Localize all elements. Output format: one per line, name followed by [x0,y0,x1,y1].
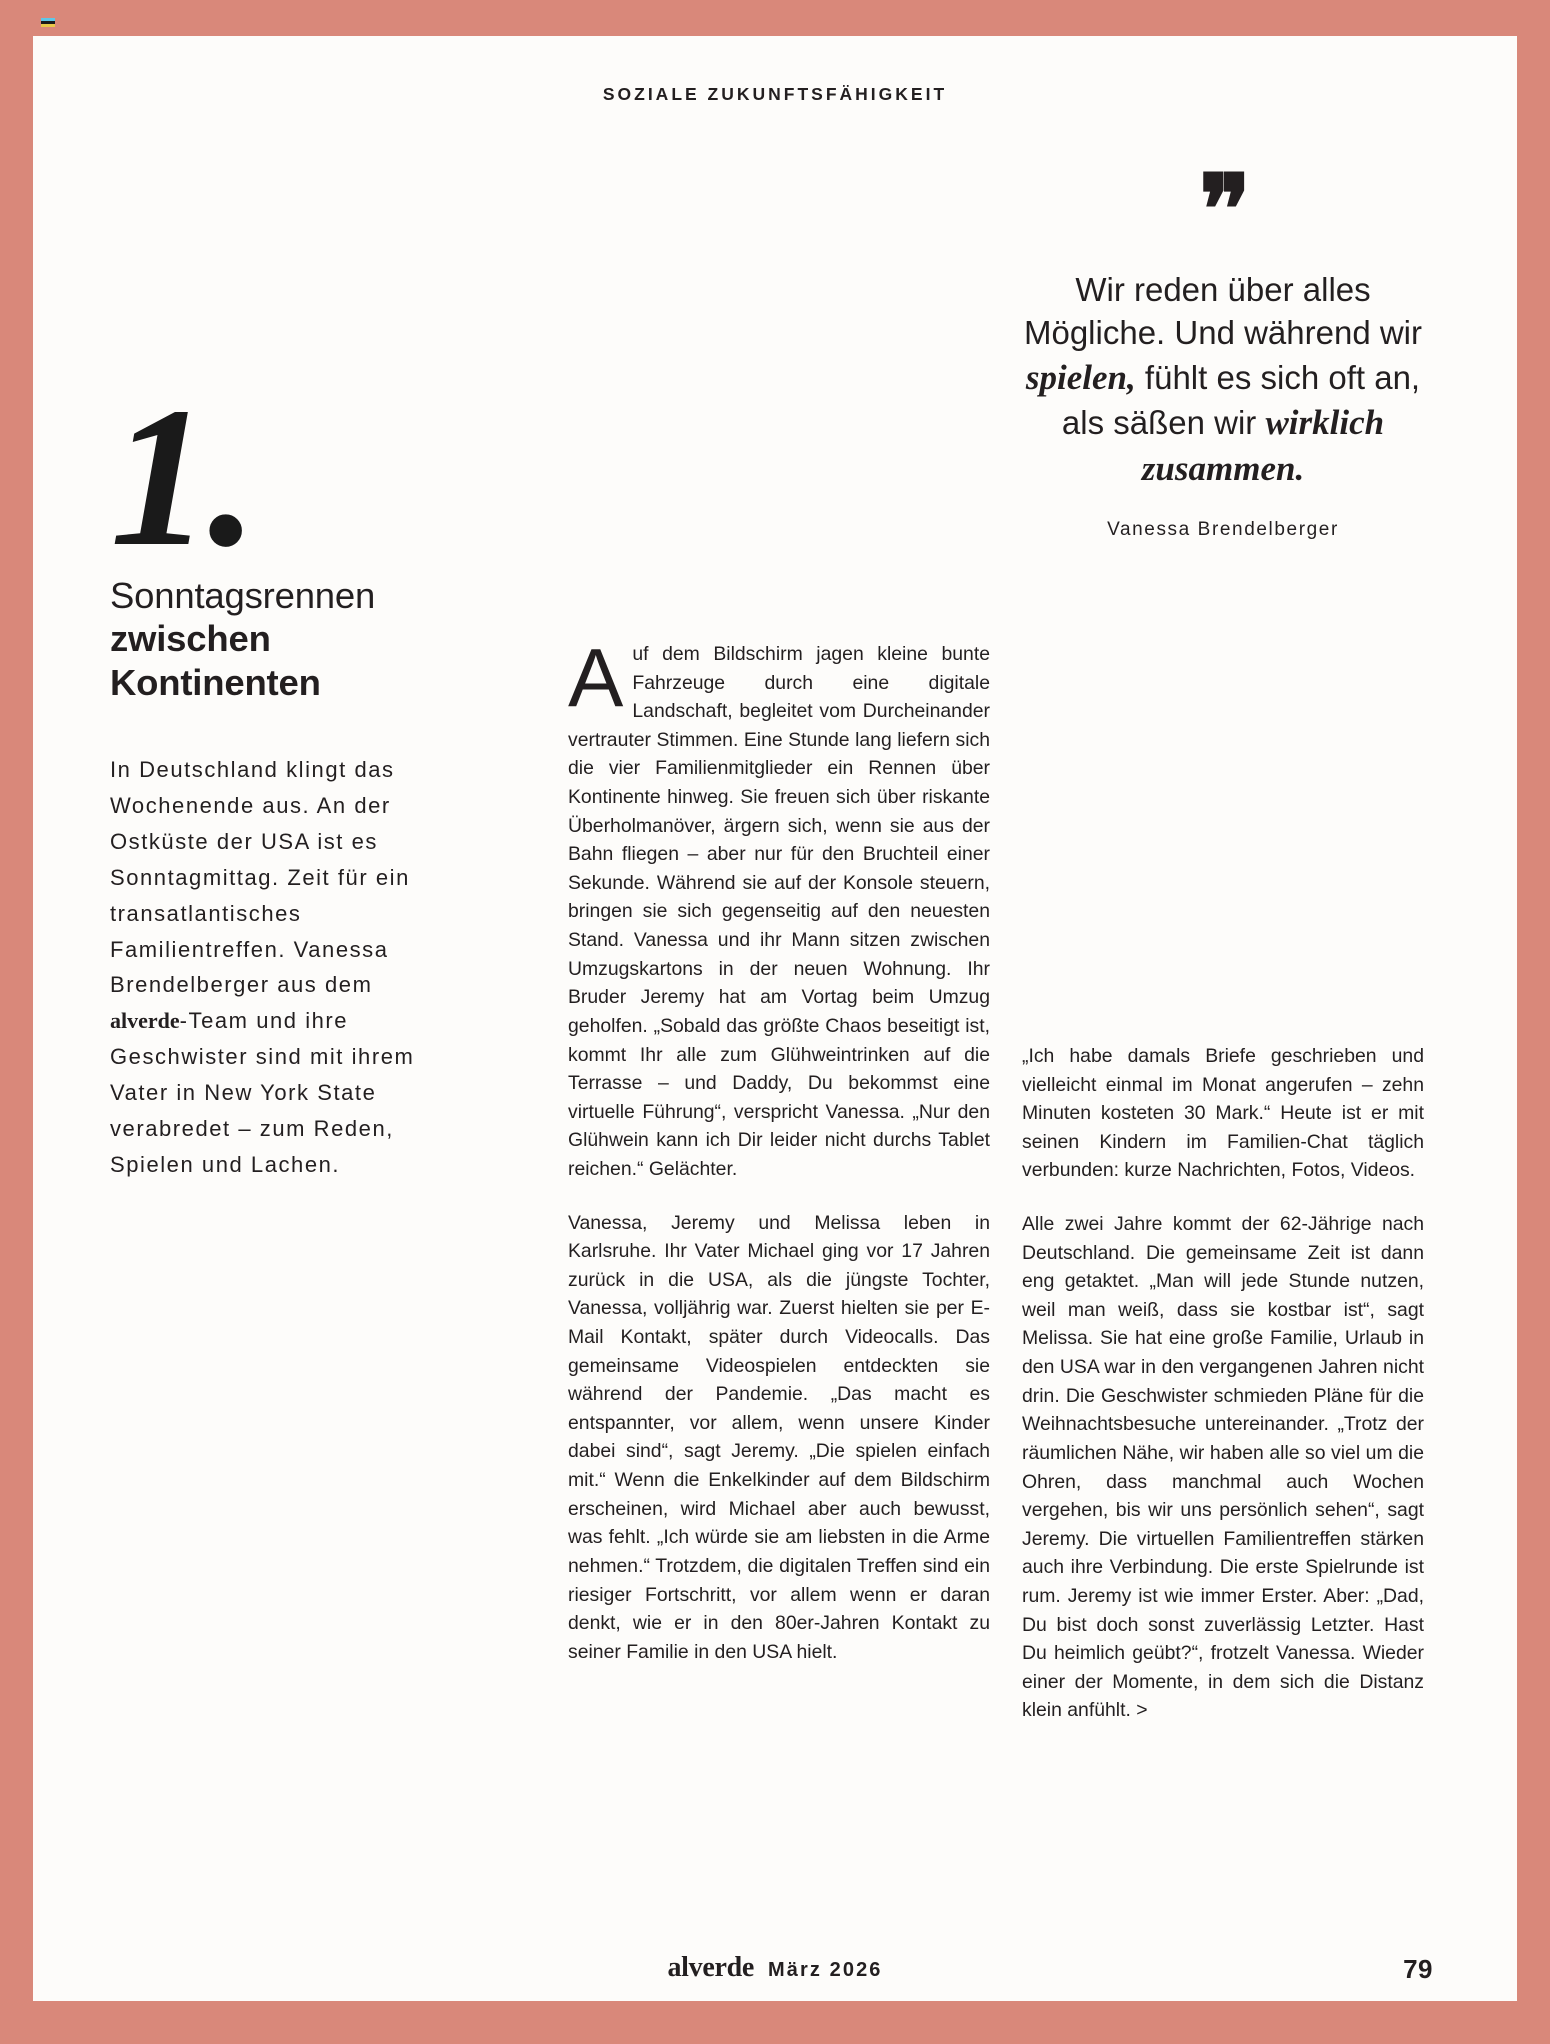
body-paragraph: Vanessa, Jeremy und Melissa leben in Karlsruhe. Ihr Vater Michael ging vor 17 Jahren zurück in die USA, als die jüngste Tochter, Vanessa, volljährig war. Zuerst hielten sie per E-Mail Kontakt, später durch Videocalls. Das gemeinsame Videospielen entdeckten sie während der Pandemie. „Das macht es entspannter, vor allem, wenn unsere Kinder dabei sind“, sagt Jeremy. „Die spielen einfach mit.“ Wenn die Enkelkinder auf dem Bildschirm erscheinen, wird Michael aber auch bewusst, was fehlt. „Ich würde sie am liebsten in die Arme nehmen.“ Trotzdem, die digitalen Treffen sind ein riesiger Fortschritt, vor allem wenn er daran denkt, wie er in den 80er-Jahren Kontakt zu seiner Familie in den USA hielt. [568,1211,990,1663]
body-paragraph [568,631,990,1184]
article-numeral: 1. [110,367,256,588]
pullquote-emphasis-1: spielen, [1025,357,1136,397]
registration-marks-icon [41,18,55,34]
page-footer [33,1952,1517,1996]
brand-name-inline: alverde [110,1008,180,1034]
left-column [110,367,440,1183]
drop-cap: A [568,631,624,724]
center-column [568,631,990,1666]
headline-line-2: zwischen [110,618,271,660]
pullquote-emphasis-2: wirklich zusammen. [1141,403,1385,488]
pullquote-text [1022,269,1424,491]
pullquote-attribution: Vanessa Brendelberger [1107,519,1339,541]
footer-issue-date: März 2026 [768,1959,883,1981]
headline-line-1: Sonntagsrennen [110,575,376,616]
body-paragraph: „Ich habe damals Briefe geschrieben und vielleicht einmal im Monat angerufen – zehn Minuten kosteten 30 Mark.“ Heute ist er mit seinen Kindern im Familien-Chat täglich verbunden: kurze Nachrichten, Fotos, Videos. [1022,1045,1424,1182]
page-number: 79 [1403,1954,1433,1984]
quote-mark-icon: ❞ [1199,157,1247,264]
right-column [1022,1042,1424,1725]
article-headline [110,574,440,704]
standfirst-text-before: In Deutschland klingt das Wochenende aus. An der Ostküste der USA ist es Sonntagmittag. Zeit für ein transatlantisches Familientreffen. Vanessa Brendelberger aus dem [110,757,410,998]
section-kicker: SOZIALE ZUKUNFTSFÄHIGKEIT [602,84,948,104]
footer-center-group [33,1952,1517,1984]
headline-line-3: Kontinenten [110,661,321,703]
body-paragraph: Alle zwei Jahre kommt der 62-Jährige nach Deutschland. Die gemeinsame Zeit ist dann eng getaktet. „Man will jede Stunde nutzen, weil man weiß, dass sie kostbar ist“, sagt Melissa. Sie hat eine große Familie, Urlaub in den USA war in den vergangenen Jahren nicht drin. Die Geschwister schmieden Pläne für die Weihnachtsbesuche untereinander. „Trotz der räumlichen Nähe, wir haben alle so viel um die Ohren, dass manchmal auch Wochen vergehen, bis wir uns persönlich sehen“, sagt Jeremy. Die virtuellen Familientreffen stärken auch ihre Verbindung. Die erste Spielrunde ist rum. Jeremy ist wie immer Erster. Aber: „Dad, Du bist doch sonst zuverlässig Letzter. Hast Du heimlich geübt?“, frotzelt Vanessa. Wieder einer der Momente, in dem sich die Distanz klein anfühlt. > [1022,1213,1424,1722]
article-standfirst [110,752,440,1182]
pullquote-block [1022,157,1424,541]
standfirst-text-after: -Team und ihre Geschwister sind mit ihrem Vater in New York State verabredet – zum Reden, Spielen und Lachen. [110,1008,415,1177]
pullquote-segment-1: Wir reden über alles Mögliche. Und während wir [1023,271,1422,351]
body-paragraph-text: uf dem Bildschirm jagen kleine bunte Fahrzeuge durch eine digitale Landschaft, begleitet vom Durcheinander vertrauter Stimmen. Eine Stunde lang liefern sich die vier Familienmitglieder ein Rennen über Kontinente hinweg. Sie freuen sich über riskante Überholmanöver, ärgern sich, wenn sie aus der Bahn fliegen – aber nur für den Bruchteil einer Sekunde. Während sie auf der Konsole steuern, bringen sie sich gegenseitig auf den neuesten Stand. Vanessa und ihr Mann sitzen zwischen Umzugskartons in der neuen Wohnung. Ihr Bruder Jeremy hat am Vortag beim Umzug geholfen. „Sobald das größte Chaos beseitigt ist, kommt Ihr alle zum Glühweintrinken auf die Terrasse – und Daddy, Du bekommst eine virtuelle Führung“, verspricht Vanessa. „Nur den Glühwein kann ich Dir leider nicht durchs Tablet reichen.“ Gelächter. [568,643,990,1180]
footer-brand: alverde [667,1952,755,1983]
pullquote-segment-2: fühlt es sich oft an, als säßen wir [1061,358,1421,442]
